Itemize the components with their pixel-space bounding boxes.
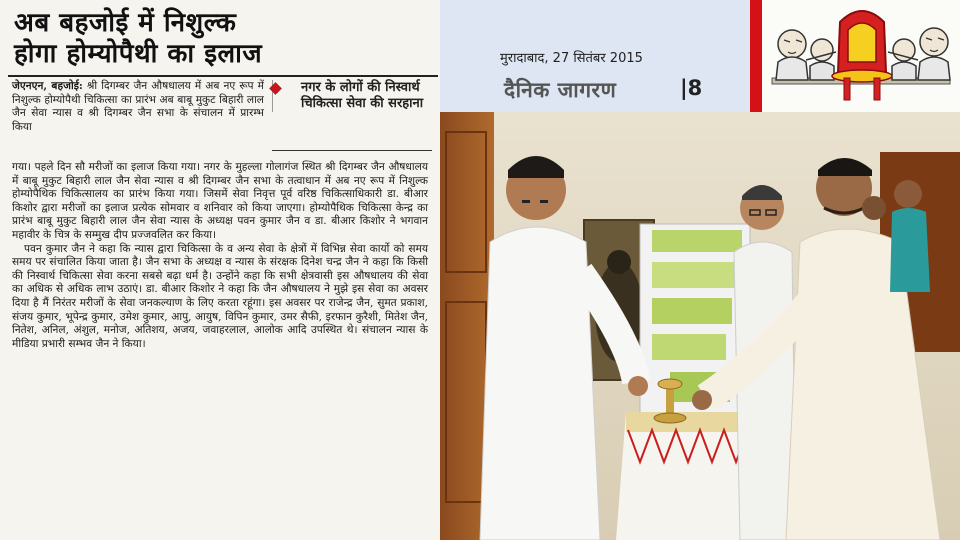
page-number: |8 bbox=[680, 76, 703, 100]
lamp-lighting-photo-icon bbox=[440, 112, 960, 540]
headline-line-1: अब बहजोई में निशुल्क bbox=[14, 8, 237, 38]
inauguration-photo bbox=[440, 112, 960, 540]
newspaper-masthead bbox=[440, 0, 750, 112]
news-article bbox=[0, 0, 440, 540]
article-body bbox=[12, 161, 428, 351]
pull-quote-divider bbox=[272, 150, 432, 151]
cartoon-image bbox=[762, 0, 960, 112]
article-intro-text: श्री दिगम्बर जैन औषधालय में अब नए रूप में निशुल्क होम्योपैथी चिकित्सा का प्रारंभ अब बाबू मुकुट बिहारी लाल जैन सेवा न्यास व श्री दिगम्बर जैन सभा के संचालन में प्रारम्भ किया bbox=[12, 80, 264, 133]
pull-quote bbox=[272, 80, 432, 112]
newspaper-name: दैनिक जागरण bbox=[504, 78, 617, 102]
headline-line-2: होगा होम्योपैथी का इलाज bbox=[14, 39, 263, 69]
diamond-bullet-icon bbox=[269, 82, 282, 95]
article-paragraph-1: गया। पहले दिन सौ मरीजों का इलाज किया गया। नगर के मुहल्ला गोलागंज स्थित श्री दिगम्बर जैन औषधालय में बाबू मुकुट बिहारी लाल जैन सेवा न्यास व श्री दिगम्बर जैन सभा के तत्वाधान में अब नए रूप में निशुल्क होम्योपैथिक चिकित्सालय का प्रारंभ किया गया। जिसमें सेवा निवृत्त पूर्व वरिष्ठ चिकित्साधिकारी डा. बीआर किशोर द्वारा मरीजों का इलाज प्रत्येक सोमवार व शनिवार को किया जाएगा। होम्योपैथिक चिकित्सा केन्द्र का प्रारंभ बाबू मुकुट बिहारी लाल जैन सेवा न्यास के अध्यक्ष पवन कुमार जैन व डा. बीआर किशोर ने भगवान महावीर के चित्र के सम्मुख दीप प्रज्जवलित कर किया। bbox=[12, 161, 428, 241]
political-cartoon-icon bbox=[762, 0, 960, 112]
article-intro bbox=[12, 80, 264, 134]
edition-date: मुरादाबाद, 27 सितंबर 2015 bbox=[500, 51, 643, 66]
article-dateline: जेएनएन, बहजोई: bbox=[12, 80, 83, 92]
article-headline bbox=[14, 8, 434, 70]
pull-quote-text: नगर के लोगों की निस्वार्थ चिकित्सा सेवा की सरहाना bbox=[301, 80, 424, 111]
headline-divider bbox=[8, 75, 438, 77]
article-paragraph-2: पवन कुमार जैन ने कहा कि न्यास द्वारा चिकित्सा के व अन्य सेवा के क्षेत्रों में विभिन्न सेवा कार्यो को समय समय पर संचालित किया जाता है। जैन सभा के अध्यक्ष व न्यास के संरक्षक दिनेश चन्द्र जैन ने कहा कि किसी की निस्वार्थ चिकित्सा सेवा करना सबसे बढ़ा धर्म है। उन्होंने कहा कि सभी क्षेत्रवासी इस औषधालय की सेवा का अधिक से अधिक लाभ उठाएं। डा. बीआर किशोर ने कहा कि जैन औषधालय ने मुझे इस सेवा का अवसर दिया है मैं निरंतर मरीजों के सेवा जनकल्याण के लिए करता रहूंगा। इस अवसर पर राजेन्द्र जैन, सुमत प्रकाश, संजय कुमार, भूपेन्द्र कुमार, उमेश कुमार, आपु, आयुष, विपिन कुमार, उमर सैफी, इरफान कुरैशी, मितेश जैन, नितेश, अनिल, अंशुल, मनोज, अतिशय, अजय, जवाहरलाल, आलोक आदि उपस्थित थे। संचालन न्यास के मीडिया प्रभारी सम्भव जैन ने किया। bbox=[12, 242, 428, 350]
accent-bar bbox=[750, 0, 762, 112]
